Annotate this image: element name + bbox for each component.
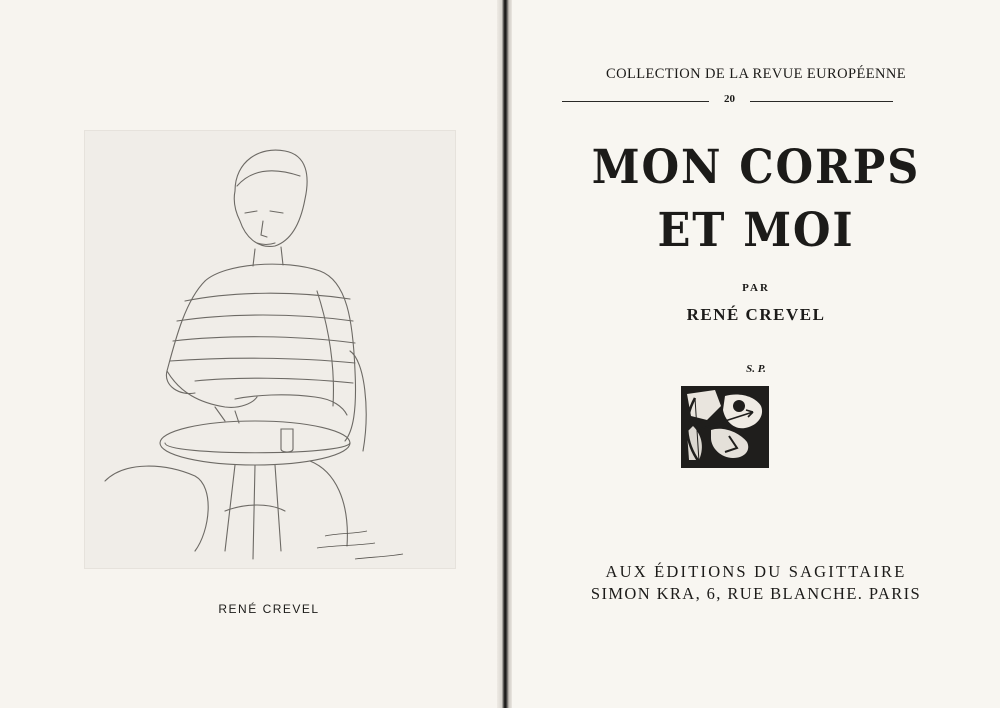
book-title-line-1: MON CORPS <box>591 140 921 195</box>
collection-name: COLLECTION DE LA REVUE EUROPÉENNE <box>606 66 906 82</box>
rule-right <box>750 101 893 102</box>
initials: S. P. <box>746 363 766 375</box>
volume-number: 20 <box>724 93 735 105</box>
publisher-address: SIMON KRA, 6, RUE BLANCHE. PARIS <box>590 584 922 603</box>
title-page <box>512 0 1000 708</box>
book-title-line-2: ET MOI <box>657 203 855 258</box>
publisher-name: AUX ÉDITIONS DU SAGITTAIRE <box>605 562 907 581</box>
rule-left <box>562 101 709 102</box>
portrait-caption: RENÉ CREVEL <box>218 602 320 616</box>
archer-emblem-icon <box>681 386 769 468</box>
book-gutter <box>497 0 513 708</box>
portrait-illustration <box>84 130 456 569</box>
pencil-portrait-icon <box>85 131 455 568</box>
by-label: PAR <box>742 282 770 294</box>
author-name: RENÉ CREVEL <box>686 305 826 324</box>
